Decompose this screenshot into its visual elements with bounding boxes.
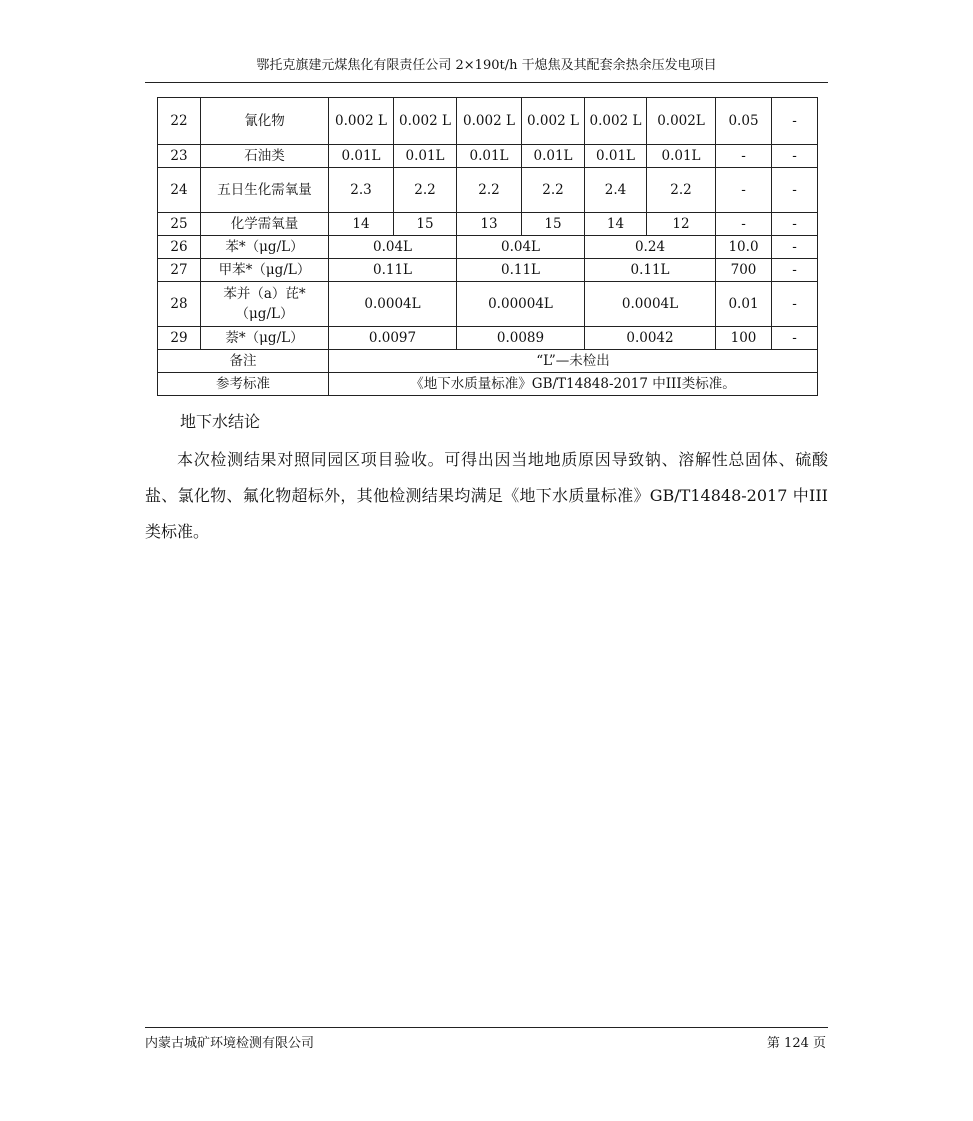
result-cell: 0.0004L: [585, 282, 716, 327]
row-number: 26: [158, 236, 201, 259]
result-cell: 0.0042: [585, 327, 716, 350]
result-cell: 0.002 L: [394, 98, 457, 145]
standard-limit: 0.01: [716, 282, 772, 327]
parameter-name: 化学需氧量: [201, 213, 329, 236]
result-cell: 0.01L: [647, 145, 716, 168]
result-cell: 0.01L: [329, 145, 394, 168]
row-number: 28: [158, 282, 201, 327]
result-cell: 0.0089: [457, 327, 585, 350]
table-row: [158, 236, 818, 259]
result-cell: 0.11L: [457, 259, 585, 282]
table-row: [158, 98, 818, 145]
result-cell: 0.01L: [394, 145, 457, 168]
result-cell: 0.01L: [522, 145, 585, 168]
result-cell: 0.00004L: [457, 282, 585, 327]
result-cell: 2.4: [585, 168, 647, 213]
parameter-name: 萘*（μg/L）: [201, 327, 329, 350]
footer-company: 内蒙古城矿环境检测有限公司: [145, 1036, 315, 1051]
parameter-name: 苯*（μg/L）: [201, 236, 329, 259]
evaluation-cell: -: [772, 282, 818, 327]
parameter-name: 石油类: [201, 145, 329, 168]
table-row: [158, 145, 818, 168]
result-cell: 15: [394, 213, 457, 236]
row-number: 29: [158, 327, 201, 350]
result-cell: 12: [647, 213, 716, 236]
evaluation-cell: -: [772, 145, 818, 168]
result-cell: 0.24: [585, 236, 716, 259]
table-row: [158, 213, 818, 236]
result-cell: 0.01L: [457, 145, 522, 168]
table-row: [158, 282, 818, 327]
reference-row: [158, 373, 818, 396]
result-cell: 0.0097: [329, 327, 457, 350]
result-cell: 0.01L: [585, 145, 647, 168]
table-row: [158, 168, 818, 213]
evaluation-cell: -: [772, 98, 818, 145]
result-cell: 2.3: [329, 168, 394, 213]
page-footer: [145, 1027, 828, 1052]
evaluation-cell: -: [772, 168, 818, 213]
row-number: 23: [158, 145, 201, 168]
result-cell: 0.002 L: [522, 98, 585, 145]
result-cell: 13: [457, 213, 522, 236]
standard-limit: 700: [716, 259, 772, 282]
remark-label: 备注: [158, 350, 329, 373]
result-cell: 0.0004L: [329, 282, 457, 327]
standard-limit: 0.05: [716, 98, 772, 145]
parameter-name: 五日生化需氧量: [201, 168, 329, 213]
result-cell: 2.2: [522, 168, 585, 213]
row-number: 24: [158, 168, 201, 213]
standard-limit: 100: [716, 327, 772, 350]
result-cell: 0.002 L: [329, 98, 394, 145]
row-number: 22: [158, 98, 201, 145]
conclusion-heading: 地下水结论: [180, 412, 261, 431]
page-number: 第 124 页: [766, 1036, 826, 1051]
remark-row: [158, 350, 818, 373]
result-cell: 15: [522, 213, 585, 236]
row-number: 25: [158, 213, 201, 236]
result-cell: 0.04L: [457, 236, 585, 259]
parameter-name: 苯并（a）芘*（μg/L）: [201, 282, 329, 327]
result-cell: 0.002 L: [457, 98, 522, 145]
result-cell: 2.2: [457, 168, 522, 213]
result-cell: 2.2: [647, 168, 716, 213]
result-cell: 0.11L: [585, 259, 716, 282]
standard-limit: -: [716, 213, 772, 236]
groundwater-results-table: [157, 97, 818, 396]
standard-limit: 10.0: [716, 236, 772, 259]
standard-limit: -: [716, 145, 772, 168]
reference-label: 参考标准: [158, 373, 329, 396]
table-row: [158, 327, 818, 350]
evaluation-cell: -: [772, 259, 818, 282]
result-cell: 0.04L: [329, 236, 457, 259]
conclusion-paragraph: 本次检测结果对照同园区项目验收。可得出因当地地质原因导致钠、溶解性总固体、硫酸盐、氯化物、氟化物超标外，其他检测结果均满足《地下水质量标准》GB/T14848-2017 中III类标准。: [145, 450, 828, 541]
header-title: 鄂托克旗建元煤焦化有限责任公司 2×190t/h 干熄焦及其配套余热余压发电项目: [256, 58, 717, 73]
table-row: [158, 259, 818, 282]
parameter-name: 甲苯*（μg/L）: [201, 259, 329, 282]
row-number: 27: [158, 259, 201, 282]
remark-value: “L”—未检出: [329, 350, 818, 373]
evaluation-cell: -: [772, 236, 818, 259]
result-cell: 0.11L: [329, 259, 457, 282]
parameter-name: 氰化物: [201, 98, 329, 145]
result-cell: 0.002 L: [585, 98, 647, 145]
result-cell: 0.002L: [647, 98, 716, 145]
result-cell: 14: [585, 213, 647, 236]
evaluation-cell: -: [772, 327, 818, 350]
result-cell: 14: [329, 213, 394, 236]
reference-value: 《地下水质量标准》GB/T14848-2017 中III类标准。: [329, 373, 818, 396]
evaluation-cell: -: [772, 213, 818, 236]
result-cell: 2.2: [394, 168, 457, 213]
page-header: [145, 58, 828, 83]
standard-limit: -: [716, 168, 772, 213]
